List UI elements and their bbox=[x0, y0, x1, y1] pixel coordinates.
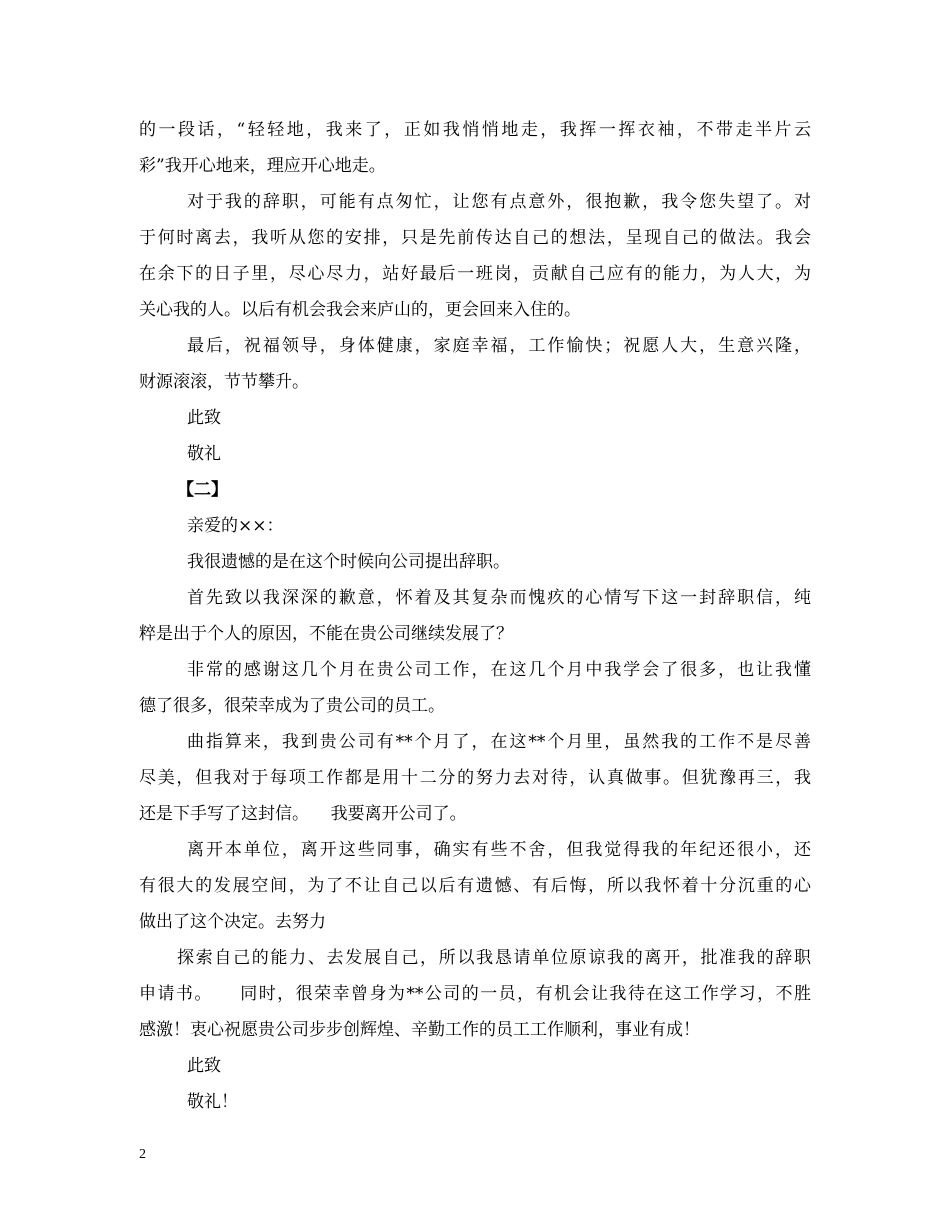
text-line: 财源滚滚，节节攀升。 bbox=[139, 372, 309, 392]
text-line: 彩”我开心地来，理应开心地走。 bbox=[139, 156, 386, 176]
greeting: 亲爱的××： bbox=[187, 516, 284, 536]
text-line: 首先致以我深深的歉意，怀着及其复杂而愧疚的心情写下这一封辞职信，纯 bbox=[187, 588, 811, 608]
text-line: 对于我的辞职，可能有点匆忙，让您有点意外，很抱歉，我令您失望了。对 bbox=[187, 192, 811, 212]
text-line: 探索自己的能力、去发展自己，所以我恳请单位原谅我的离开，批准我的辞职 bbox=[177, 948, 811, 968]
section-heading: 【二】 bbox=[177, 480, 228, 500]
text-line: 申请书。 同时，很荣幸曾身为**公司的一员，有机会让我待在这工作学习，不胜 bbox=[139, 984, 811, 1004]
text-line: 感激！衷心祝愿贵公司步步创辉煌、辛勤工作的员工工作顺利，事业有成！ bbox=[139, 1020, 700, 1040]
closing-salutation: 此致 bbox=[187, 1056, 221, 1076]
text-line: 的一段话，“轻轻地，我来了，正如我悄悄地走，我挥一挥衣袖，不带走半片云 bbox=[139, 120, 811, 140]
text-line: 粹是出于个人的原因，不能在贵公司继续发展了？ bbox=[139, 624, 513, 644]
text-line: 最后，祝福领导，身体健康，家庭幸福，工作愉快；祝愿人大，生意兴隆， bbox=[187, 336, 811, 356]
text-line: 还是下手写了这封信。 我要离开公司了。 bbox=[139, 804, 467, 824]
closing-salutation: 此致 bbox=[187, 408, 221, 428]
closing-regards: 敬礼 bbox=[187, 444, 221, 464]
closing-regards: 敬礼！ bbox=[187, 1092, 238, 1112]
text-line: 有很大的发展空间，为了不让自己以后有遗憾、有后悔，所以我怀着十分沉重的心 bbox=[139, 876, 811, 896]
text-line: 非常的感谢这几个月在贵公司工作，在这几个月中我学会了很多，也让我懂 bbox=[187, 660, 811, 680]
text-line: 尽美，但我对于每项工作都是用十二分的努力去对待，认真做事。但犹豫再三，我 bbox=[139, 768, 811, 788]
text-line: 曲指算来，我到贵公司有**个月了，在这**个月里，虽然我的工作不是尽善 bbox=[187, 732, 811, 752]
text-line: 我很遗憾的是在这个时候向公司提出辞职。 bbox=[187, 552, 510, 572]
text-line: 关心我的人。以后有机会我会来庐山的，更会回来入住的。 bbox=[139, 300, 581, 320]
page-number: 2 bbox=[139, 1147, 146, 1162]
text-line: 在余下的日子里，尽心尽力，站好最后一班岗，贡献自己应有的能力，为人大，为 bbox=[139, 264, 811, 284]
text-line: 做出了这个决定。去努力 bbox=[139, 912, 326, 932]
text-line: 于何时离去，我听从您的安排，只是先前传达自己的想法，呈现自己的做法。我会 bbox=[139, 228, 811, 248]
text-line: 离开本单位，离开这些同事，确实有些不舍，但我觉得我的年纪还很小，还 bbox=[187, 840, 811, 860]
text-line: 德了很多，很荣幸成为了贵公司的员工。 bbox=[139, 696, 445, 716]
